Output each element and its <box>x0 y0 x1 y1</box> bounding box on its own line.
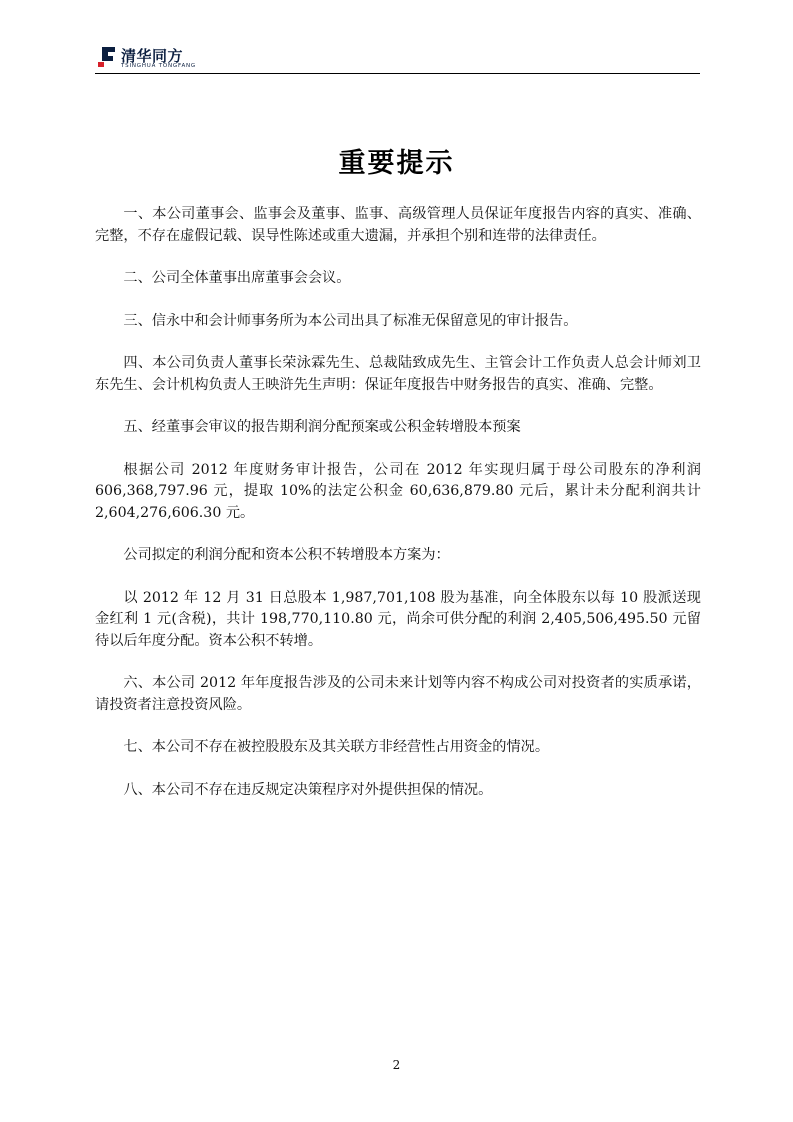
paragraph-11: 八、本公司不存在违反规定决策程序对外提供担保的情况。 <box>123 781 493 798</box>
logo-chinese-text: 清华同方 <box>121 47 184 65</box>
paragraph-5: 五、经董事会审议的报告期利润分配预案或公积金转增股本预案 <box>123 419 521 435</box>
paragraph-3: 三、信永中和会计师事务所为本公司出具了标准无保留意见的审计报告。 <box>123 312 578 329</box>
header-divider <box>95 73 700 74</box>
page-header <box>95 40 700 74</box>
paragraph-8: 以 2012 年 12 月 31 日总股本 1,987,701,108 股为基准，向全体股东以每 10 股派送现金红利 1 元(含税)，共计 198,770,110.80 元，尚余可供分配的利润 2,405,506,495.50 元留待以后年度分配。资本公积不转增。 <box>95 589 701 649</box>
logo-english-text: TSINGHUA TONGFANG <box>121 63 196 69</box>
page-title: 重要提示 <box>338 148 455 179</box>
document-body <box>95 204 701 822</box>
page-number: 2 <box>392 1058 401 1072</box>
paragraph-1: 一、本公司董事会、监事会及董事、监事、高级管理人员保证年度报告内容的真实、准确、完整，不存在虚假记载、误导性陈述或重大遗漏，并承担个别和连带的法律责任。 <box>95 206 701 244</box>
paragraph-4: 四、本公司负责人董事长荣泳霖先生、总裁陆致成先生、主管会计工作负责人总会计师刘卫东先生、会计机构负责人王映浒先生声明：保证年度报告中财务报告的真实、准确、完整。 <box>95 355 701 393</box>
paragraph-6: 根据公司 2012 年度财务审计报告，公司在 2012 年实现归属于母公司股东的净利润 606,368,797.96 元，提取 10%的法定公积金 60,636,879.80 元后，累计未分配利润共计 2,604,276,606.30 元。 <box>95 461 701 521</box>
paragraph-10: 七、本公司不存在被控股股东及其关联方非经营性占用资金的情况。 <box>123 739 550 755</box>
logo-mark-icon <box>98 44 118 68</box>
paragraph-2: 二、公司全体董事出席董事会会议。 <box>123 270 351 286</box>
paragraph-9: 六、本公司 2012 年年度报告涉及的公司未来计划等内容不构成公司对投资者的实质承诺，请投资者注意投资风险。 <box>95 675 701 713</box>
company-logo <box>95 42 215 72</box>
paragraph-7: 公司拟定的利润分配和资本公积不转增股本方案为： <box>123 547 450 563</box>
